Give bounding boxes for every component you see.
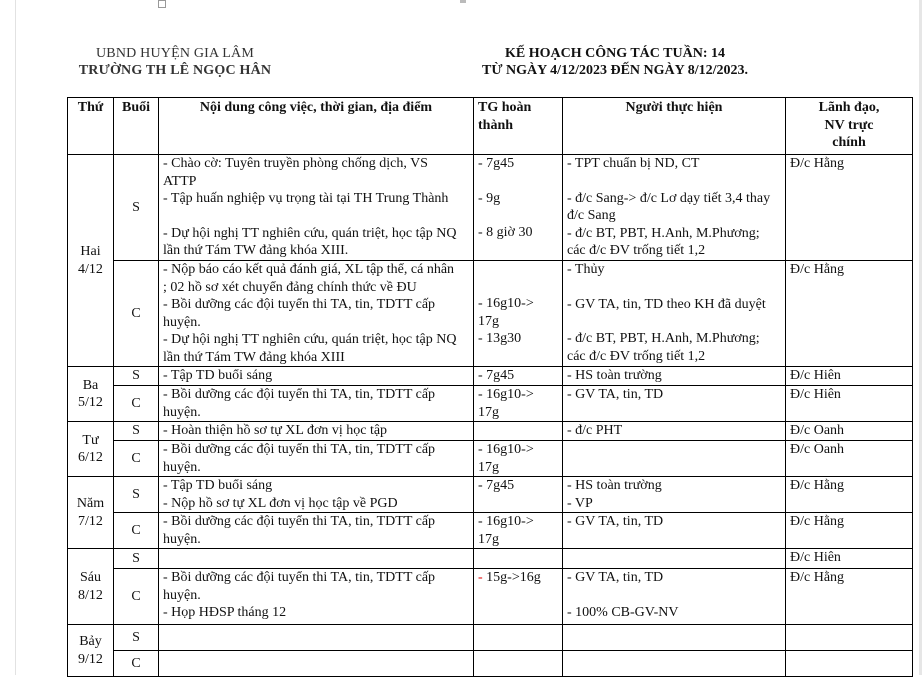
deadline-line <box>478 207 558 224</box>
table-row <box>68 422 913 441</box>
session-cell: C <box>114 386 159 422</box>
day-date: 5/12 <box>78 395 103 410</box>
plan-date-range: TỪ NGÀY 4/12/2023 ĐẾN NGÀY 8/12/2023. <box>482 63 748 78</box>
district-name: UBND HUYỆN GIA LÂM <box>96 46 254 61</box>
person-line: - HS toàn trường <box>567 478 662 493</box>
col-header-leader-line2: NV trực <box>824 117 874 133</box>
day-date: 8/12 <box>78 587 103 603</box>
content-line: - Họp HĐSP tháng 12 <box>163 605 287 620</box>
leader-cell: Đ/c Hằng <box>786 477 913 513</box>
deadline-cell <box>474 513 563 549</box>
content-line: - Bồi dưỡng các đội tuyển thi TA, tin, TDTT cấp <box>163 387 436 402</box>
table-row <box>68 513 913 549</box>
deadline-line: - 9g <box>478 190 501 206</box>
deadline-cell <box>474 625 563 651</box>
col-header-deadline <box>474 98 563 155</box>
deadline-cell <box>474 155 563 261</box>
day-cell-monday <box>68 155 114 367</box>
leader-cell <box>786 651 913 677</box>
table-row <box>68 367 913 386</box>
person-line: - Thủy <box>567 262 605 277</box>
content-line: lần thứ Tám TW đảng khóa XIII. <box>163 243 349 258</box>
day-date: 4/12 <box>78 261 103 277</box>
content-line: huyện. <box>163 531 201 547</box>
content-line: - Chào cờ: Tuyên truyền phòng chống dịch, VS <box>163 156 428 171</box>
leader-cell: Đ/c Hằng <box>786 513 913 549</box>
person-cell <box>563 261 786 367</box>
deadline-cell <box>474 651 563 677</box>
content-line: - Nộp hồ sơ tự XL đơn vị học tập về PGD <box>163 495 398 511</box>
session-cell: S <box>114 422 159 441</box>
person-line <box>567 173 781 190</box>
session-cell: S <box>114 155 159 261</box>
content-line: ; 02 hồ sơ xét chuyển đảng chính thức về ĐU <box>163 279 417 295</box>
session-cell: S <box>114 625 159 651</box>
person-line: - 100% CB-GV-NV <box>567 604 679 620</box>
page-margin-guide <box>15 0 16 675</box>
content-line: - Dự hội nghị TT nghiên cứu, quán triệt, học tập NQ <box>163 332 457 347</box>
day-name: Năm <box>76 496 105 511</box>
content-cell <box>159 261 474 367</box>
person-cell <box>563 569 786 625</box>
deadline-dash: - <box>478 570 483 585</box>
deadline-line: - 13g30 <box>478 331 522 346</box>
deadline-line: 17g <box>478 404 499 420</box>
content-cell <box>159 549 474 569</box>
deadline-line: 17g <box>478 313 499 329</box>
person-cell: - đ/c PHT <box>563 422 786 441</box>
col-header-leader-line1: Lãnh đạo, <box>818 100 880 115</box>
document-top-markers <box>0 0 922 8</box>
day-cell-friday <box>68 549 114 625</box>
content-line: - Tập huấn nghiệp vụ trọng tài tại TH Trung Thành <box>163 191 449 206</box>
deadline-line <box>478 278 558 295</box>
col-header-day: Thứ <box>68 98 114 155</box>
day-cell-tuesday <box>68 367 114 422</box>
day-cell-saturday <box>68 625 114 677</box>
deadline-line: - 16g10-> <box>478 514 534 529</box>
person-line: - GV TA, tin, TD <box>567 570 664 585</box>
person-cell <box>563 155 786 261</box>
deadline-line: - 16g10-> <box>478 442 534 457</box>
deadline-cell <box>474 261 563 367</box>
table-row <box>68 477 913 513</box>
deadline-line: 17g <box>478 531 499 547</box>
content-cell <box>159 569 474 625</box>
deadline-line: - 16g10-> <box>478 296 534 311</box>
deadline-line: - 16g10-> <box>478 387 534 402</box>
leader-cell: Đ/c Hiên <box>786 549 913 569</box>
day-date: 9/12 <box>78 651 103 667</box>
deadline-cell: - 7g45 <box>474 367 563 386</box>
leader-cell: Đ/c Hằng <box>786 155 913 261</box>
col-header-session: Buổi <box>114 98 159 155</box>
leader-cell: Đ/c Hằng <box>786 569 913 625</box>
deadline-cell: - 7g45 <box>474 477 563 513</box>
leader-cell: Đ/c Oanh <box>786 441 913 477</box>
person-cell <box>563 549 786 569</box>
content-line: huyện. <box>163 459 201 475</box>
school-header <box>60 45 290 79</box>
deadline-value: 15g->16g <box>482 570 541 585</box>
content-line: - Bồi dưỡng các đội tuyển thi TA, tin, TDTT cấp <box>163 297 436 312</box>
content-line: huyện. <box>163 587 201 603</box>
content-cell: - Hoàn thiện hồ sơ tự XL đơn vị học tập <box>159 422 474 441</box>
content-line: - Bồi dưỡng các đội tuyển thi TA, tin, TDTT cấp <box>163 442 436 457</box>
person-cell: - HS toàn trường <box>563 367 786 386</box>
table-row <box>68 569 913 625</box>
session-cell: S <box>114 367 159 386</box>
col-header-leader-line3: chính <box>832 135 866 150</box>
table-row <box>68 261 913 367</box>
person-line: - đ/c BT, PBT, H.Anh, M.Phương; <box>567 331 760 346</box>
day-name: Bảy <box>79 634 102 649</box>
content-line <box>163 208 469 225</box>
person-line: - đ/c BT, PBT, H.Anh, M.Phương; <box>567 225 760 241</box>
day-name: Ba <box>82 377 99 393</box>
deadline-line: - 8 giờ 30 <box>478 225 533 240</box>
person-cell <box>563 441 786 477</box>
deadline-cell <box>474 549 563 569</box>
col-header-person: Người thực hiện <box>563 98 786 155</box>
col-header-deadline-line2: thành <box>478 117 514 133</box>
deadline-line <box>478 173 558 190</box>
content-cell <box>159 651 474 677</box>
col-header-content: Nội dung công việc, thời gian, địa điểm <box>159 98 474 155</box>
leader-cell <box>786 625 913 651</box>
table-row <box>68 651 913 677</box>
content-cell <box>159 477 474 513</box>
deadline-cell <box>474 569 563 625</box>
table-row <box>68 441 913 477</box>
deadline-cell <box>474 441 563 477</box>
person-line: - GV TA, tin, TD theo KH đã duyệt <box>567 296 766 312</box>
leader-cell: Đ/c Oanh <box>786 422 913 441</box>
day-name: Tư <box>82 432 99 448</box>
person-line: - đ/c Sang-> đ/c Lơ dạy tiết 3,4 thay <box>567 190 771 206</box>
day-name: Hai <box>80 244 101 259</box>
person-line <box>567 587 781 604</box>
person-cell: - GV TA, tin, TD <box>563 386 786 422</box>
col-header-leader <box>786 98 913 155</box>
person-line: các đ/c ĐV trống tiết 1,2 <box>567 348 706 364</box>
session-cell: C <box>114 261 159 367</box>
person-line: - TPT chuẩn bị ND, CT <box>567 156 700 171</box>
content-line: huyện. <box>163 404 201 420</box>
deadline-line: - 7g45 <box>478 156 515 171</box>
ruler-marker-icon <box>460 0 466 3</box>
person-cell <box>563 651 786 677</box>
session-cell: C <box>114 569 159 625</box>
person-cell <box>563 477 786 513</box>
person-cell <box>563 625 786 651</box>
person-line: đ/c Sang <box>567 208 616 223</box>
plan-title: KẾ HOẠCH CÔNG TÁC TUẦN: 14 <box>504 46 725 61</box>
content-line: - Nộp báo cáo kết quả đánh giá, XL tập thể, cá nhân <box>163 262 455 277</box>
content-cell <box>159 155 474 261</box>
session-cell: C <box>114 441 159 477</box>
content-cell <box>159 441 474 477</box>
content-cell: - Tập TD buổi sáng <box>159 367 474 386</box>
resize-handle-icon <box>158 0 166 8</box>
deadline-cell <box>474 422 563 441</box>
weekly-schedule-table <box>67 97 913 677</box>
day-cell-wednesday <box>68 422 114 477</box>
content-cell <box>159 386 474 422</box>
session-cell: C <box>114 513 159 549</box>
content-line: - Bồi dưỡng các đội tuyển thi TA, tin, TDTT cấp <box>163 514 436 529</box>
person-line <box>567 279 781 296</box>
table-row <box>68 625 913 651</box>
day-cell-thursday <box>68 477 114 549</box>
content-line: ATTP <box>163 173 197 189</box>
plan-title-block <box>430 45 800 79</box>
table-header-row <box>68 98 913 155</box>
session-cell: C <box>114 651 159 677</box>
table-row <box>68 549 913 569</box>
col-header-deadline-line1: TG hoàn <box>478 100 532 115</box>
deadline-line: 17g <box>478 459 499 475</box>
content-line: - Bồi dưỡng các đội tuyển thi TA, tin, TDTT cấp <box>163 570 436 585</box>
leader-cell: Đ/c Hiên <box>786 386 913 422</box>
session-cell: S <box>114 477 159 513</box>
content-line: huyện. <box>163 314 201 330</box>
content-line: - Dự hội nghị TT nghiên cứu, quán triệt, học tập NQ <box>163 225 457 241</box>
table-row <box>68 386 913 422</box>
person-cell: - GV TA, tin, TD <box>563 513 786 549</box>
person-line: các đ/c ĐV trống tiết 1,2 <box>567 243 706 258</box>
session-cell: S <box>114 549 159 569</box>
day-date: 7/12 <box>78 513 103 529</box>
content-line: lần thứ Tám TW đảng khóa XIII <box>163 349 345 365</box>
leader-cell: Đ/c Hiên <box>786 367 913 386</box>
leader-cell: Đ/c Hằng <box>786 261 913 367</box>
content-line: - Tập TD buổi sáng <box>163 478 273 493</box>
person-line <box>567 313 781 330</box>
content-cell <box>159 513 474 549</box>
day-name: Sáu <box>80 570 101 585</box>
day-date: 6/12 <box>78 450 103 465</box>
deadline-line <box>478 261 558 278</box>
school-name: TRƯỜNG TH LÊ NGỌC HÂN <box>78 63 272 78</box>
content-cell <box>159 625 474 651</box>
deadline-cell <box>474 386 563 422</box>
person-line: - VP <box>567 495 593 511</box>
table-row <box>68 155 913 261</box>
